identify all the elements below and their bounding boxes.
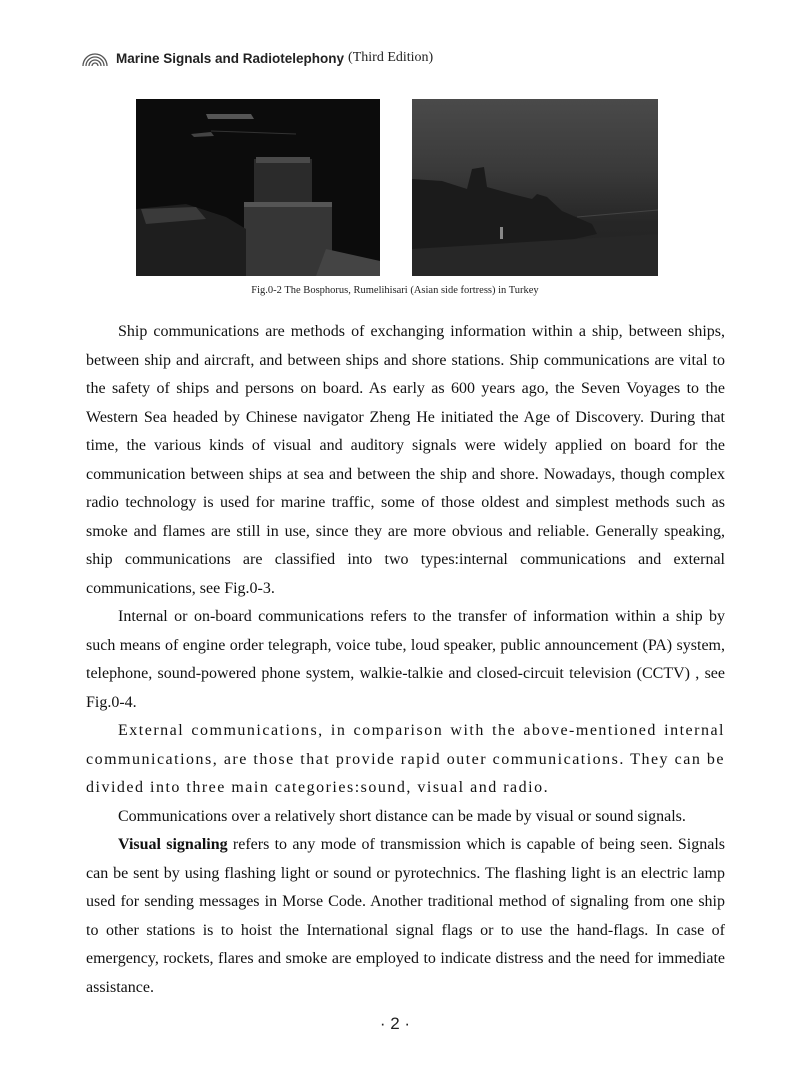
figure-image-fortress-tower [136, 99, 380, 276]
paragraph-visual-signaling [86, 831, 725, 1002]
book-edition: (Third Edition) [348, 50, 434, 65]
book-title: Marine Signals and Radiotelephony [116, 50, 345, 66]
paragraph-short-distance: Communications over a relatively short distance can be made by visual or sound signals. [118, 807, 686, 825]
signal-waves-icon [80, 48, 110, 68]
figure-caption: Fig.0-2 The Bosphorus, Rumelihisari (Asian side fortress) in Turkey [251, 285, 539, 296]
paragraph-internal-communications: Internal or on-board communications refers to the transfer of information within a ship by such means of engine order telegraph, voice tube, loud speaker, public announcement (PA) system, telephone, sound-powered phone system, walkie-talkie and closed-circuit television (CCTV) , see Fig.0-4. [86, 608, 725, 711]
page-number: · 2 · [379, 1014, 411, 1033]
term-visual-signaling: Visual signaling [118, 836, 228, 853]
figure-image-bosphorus-shore [412, 99, 658, 276]
visual-signaling-text: refers to any mode of transmission which is capable of being seen. Signals can be sent by using flashing light or sound or pyrotechnics. The flashing light is an electric lamp used for sending messages in Morse Code. Another traditional method of signaling from one ship to other stations is to hoist the International signal flags or to use the hand-flags. In case of emergency, rockets, flares and smoke are employed to indicate distress and the need for immediate assistance. [86, 836, 725, 996]
paragraph-ship-communications: Ship communications are methods of exchanging information within a ship, between ships, between ship and aircraft, and between ships and shore stations. Ship communications are vital to the safety of ships and persons on board. As early as 600 years ago, the Seven Voyages to the Western Sea headed by Chinese navigator Zheng He initiated the Age of Discovery. During that time, the various kinds of visual and auditory signals were widely applied on board for the communication between ships at sea and between the ship and shore. Nowadays, though complex radio technology is used for marine traffic, some of those oldest and simplest methods such as smoke and flames are still in use, since they are more obvious and reliable. Generally speaking, ship communications are classified into two types:internal communications and external communications, see Fig.0-3. [86, 323, 725, 597]
running-header [80, 46, 433, 70]
body-text [86, 318, 725, 1002]
external-communications-text: External communications, in comparison with the above-mentioned internal communications, are those that provide rapid outer communications. They can be divided into three main categories:sound, visual and radio. [86, 722, 725, 796]
paragraph-external-communications [86, 717, 725, 803]
